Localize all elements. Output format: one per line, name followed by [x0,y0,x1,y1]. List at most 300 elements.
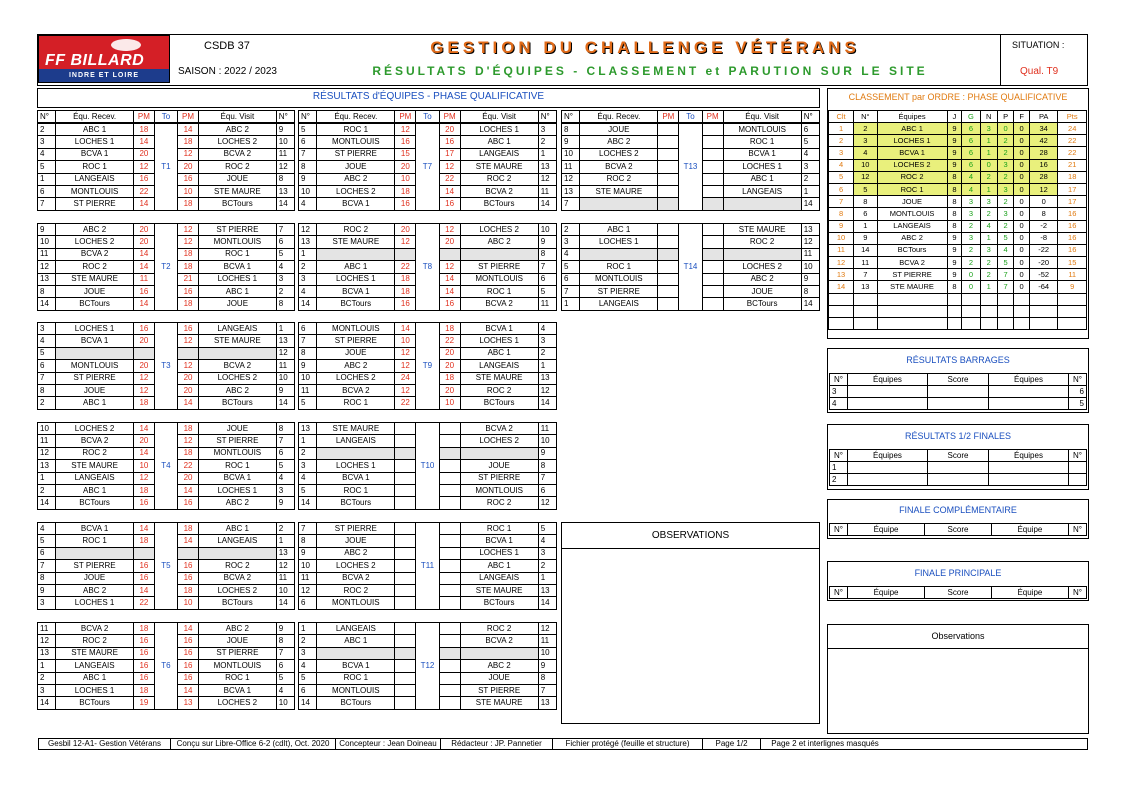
table-cell: 5 [1069,398,1087,410]
away-pm [439,497,460,509]
home-number: 12 [299,224,317,236]
away-number: 7 [538,261,556,273]
classement-empty [962,305,980,317]
home-number: 13 [299,423,317,435]
home-team: LANGEAIS [56,173,134,185]
away-number: 14 [801,198,819,210]
away-number: 5 [276,248,294,260]
away-pm: 18 [178,261,199,273]
home-pm [395,647,416,659]
classement-empty [1058,318,1087,330]
home-number: 9 [562,136,580,148]
classement-cell: 8 [947,183,962,195]
results-title: RÉSULTATS d'ÉQUIPES - PHASE QUALIFICATIVE [312,91,545,102]
home-team: JOUE [56,285,134,297]
classement-cell: 2 [854,123,878,135]
home-team: ROC 2 [317,584,395,596]
away-team: BCTours [198,397,276,409]
away-number: 1 [538,148,556,160]
match-row [562,224,820,236]
classement-cell: -8 [1029,232,1057,244]
away-team: ROC 1 [460,285,538,297]
away-team: ABC 1 [723,173,801,185]
home-team: ABC 2 [317,547,395,559]
round-block-t3 [37,322,295,410]
match-row [299,224,557,236]
home-number: 11 [38,435,56,447]
away-team: ABC 2 [460,236,538,248]
round-label: T13 [679,124,702,211]
away-number: 13 [276,547,294,559]
home-pm: 16 [134,635,155,647]
home-team: BCVA 1 [56,335,134,347]
away-number: 5 [276,460,294,472]
classement-row [829,208,1087,220]
match-row [299,124,557,136]
away-number: 10 [538,435,556,447]
away-team: ROC 2 [198,560,276,572]
home-team: JOUE [317,161,395,173]
home-number: 9 [299,173,317,185]
classement-header: PA [1029,111,1057,123]
away-team: ROC 1 [198,460,276,472]
home-pm: 12 [134,472,155,484]
away-team: LANGEAIS [460,360,538,372]
home-number: 1 [38,660,56,672]
away-number: 8 [276,635,294,647]
home-number: 7 [562,285,580,297]
away-team: STE MAURE [460,697,538,709]
classement-cell: 28 [1029,171,1057,183]
home-team: LOCHES 1 [56,684,134,696]
classement-cell: 8 [854,196,878,208]
home-pm: 20 [134,148,155,160]
home-number: 9 [38,224,56,236]
classement-cell: 0 [1014,183,1030,195]
classement-empty [877,293,947,305]
away-number: 5 [538,523,556,535]
footer-item: Fichier protégé (feuille et structure) [553,739,703,749]
classement-cell: LOCHES 2 [877,159,947,171]
away-number: 1 [276,323,294,335]
col-header: Équ. Visit [723,111,801,123]
classement-cell: 0 [962,269,980,281]
away-pm [702,273,723,285]
home-team: LOCHES 1 [580,236,658,248]
classement-cell: 3 [962,196,980,208]
classement-cell: -20 [1029,257,1057,269]
home-team: ROC 2 [317,224,395,236]
home-pm [658,236,679,248]
away-team: STE MAURE [723,224,801,236]
away-team: BCTours [198,198,276,210]
home-pm: 20 [134,335,155,347]
home-number: 8 [562,124,580,136]
home-pm [658,136,679,148]
table-cell: 3 [830,386,848,398]
away-number: 8 [538,460,556,472]
home-team: ABC 1 [580,224,658,236]
away-team: ST PIERRE [198,435,276,447]
home-number: 1 [299,435,317,447]
classement-empty [854,305,878,317]
classement-cell: ABC 1 [877,123,947,135]
observations-rule [561,548,820,549]
classement-cell: ROC 2 [877,171,947,183]
away-pm: 20 [439,124,460,136]
classement-cell: 1 [980,281,997,293]
home-team: MONTLOUIS [56,360,134,372]
observations-frame [561,522,820,724]
classement-cell: 8 [947,208,962,220]
home-pm [395,584,416,596]
home-team: ABC 1 [56,397,134,409]
home-pm [395,472,416,484]
home-number: 14 [299,697,317,709]
away-number: 7 [276,224,294,236]
home-number: 10 [299,560,317,572]
classement-cell: 0 [1014,123,1030,135]
col-header: N° [276,111,294,123]
away-team: BCVA 1 [198,472,276,484]
home-pm: 14 [134,298,155,310]
home-number: 2 [562,224,580,236]
classement-cell: 12 [1029,183,1057,195]
away-pm: 16 [178,285,199,297]
away-team: LANGEAIS [198,323,276,335]
classement-cell: 0 [1014,232,1030,244]
away-team [460,447,538,459]
away-number: 13 [538,584,556,596]
home-number: 3 [38,597,56,609]
round-label: T1 [154,124,177,211]
away-pm [439,447,460,459]
home-number: 9 [299,547,317,559]
away-team: LANGEAIS [460,148,538,160]
home-pm: 14 [134,423,155,435]
away-number: 4 [276,261,294,273]
classement-cell: 11 [829,244,854,256]
observations-title: OBSERVATIONS [651,530,730,541]
home-pm: 20 [395,161,416,173]
away-pm: 22 [178,460,199,472]
home-pm [658,261,679,273]
table-header: Score [927,374,988,386]
away-pm: 18 [178,198,199,210]
away-team: LOCHES 2 [198,372,276,384]
away-number: 3 [801,161,819,173]
classement-cell: 3 [854,135,878,147]
home-team: ST PIERRE [56,372,134,384]
away-pm: 12 [439,224,460,236]
away-team: BCVA 2 [460,423,538,435]
away-pm: 18 [178,298,199,310]
away-pm [702,124,723,136]
table-cell [989,462,1069,474]
col-header: N° [299,111,317,123]
table-cell [989,474,1069,486]
home-number: 14 [38,697,56,709]
away-team: BCVA 1 [198,261,276,273]
classement-header: P [997,111,1014,123]
away-number: 13 [801,224,819,236]
home-team: ST PIERRE [580,285,658,297]
away-pm: 16 [178,672,199,684]
away-team: BCVA 2 [198,360,276,372]
classement-cell: 11 [1058,269,1087,281]
classement-table [828,110,1087,330]
classement-empty [997,293,1014,305]
round-block-t4 [37,422,295,510]
away-team: ROC 1 [198,672,276,684]
home-number: 4 [299,472,317,484]
away-team: ABC 1 [460,136,538,148]
round-block-t7 [298,123,557,211]
footer-item: Page 2 et interlignes masqués [771,739,879,748]
classement-row [829,281,1087,293]
classement-cell: 12 [829,257,854,269]
away-number: 12 [538,623,556,635]
home-team: ROC 2 [56,261,134,273]
away-team: BCVA 1 [460,535,538,547]
away-team: ABC 2 [198,497,276,509]
away-pm: 18 [178,584,199,596]
away-pm: 12 [178,335,199,347]
table-header: Score [925,587,992,599]
home-team: MONTLOUIS [56,185,134,197]
home-pm: 14 [134,523,155,535]
table-cell [1069,462,1087,474]
away-pm [702,148,723,160]
home-number: 8 [299,535,317,547]
away-number: 13 [538,697,556,709]
home-team: LANGEAIS [56,660,134,672]
classement-cell: 1 [854,220,878,232]
home-pm: 12 [395,124,416,136]
home-pm [658,185,679,197]
home-pm: 16 [134,672,155,684]
classement-row [829,171,1087,183]
away-team [723,248,801,260]
classement-cell: 1 [829,123,854,135]
classement-cell: 5 [854,183,878,195]
away-number: 14 [538,198,556,210]
away-team: BCVA 2 [460,298,538,310]
away-team: ST PIERRE [460,472,538,484]
classement-cell: 9 [947,159,962,171]
classement-cell: MONTLOUIS [877,208,947,220]
away-team: STE MAURE [460,372,538,384]
home-team: MONTLOUIS [580,273,658,285]
table-cell [989,386,1069,398]
away-pm [702,173,723,185]
table-cell [927,386,988,398]
away-team: LOCHES 2 [198,136,276,148]
home-pm: 16 [395,136,416,148]
classement-empty [829,305,854,317]
home-pm: 18 [134,484,155,496]
home-team: BCVA 1 [317,660,395,672]
classement-cell: 17 [1058,183,1087,195]
away-team: LANGEAIS [723,185,801,197]
away-team: BCVA 1 [723,148,801,160]
home-number: 10 [38,423,56,435]
home-pm [658,173,679,185]
away-number: 5 [801,136,819,148]
home-team: JOUE [56,384,134,396]
away-number: 13 [538,372,556,384]
classement-cell: 0 [1029,196,1057,208]
classement-cell: 2 [997,147,1014,159]
home-team: BCTours [317,697,395,709]
away-number: 11 [538,635,556,647]
home-number: 6 [38,360,56,372]
away-number: 13 [276,185,294,197]
home-number: 13 [299,236,317,248]
match-row [38,224,295,236]
home-team: LOCHES 2 [317,560,395,572]
classement-empty [829,318,854,330]
classement-cell: 9 [947,135,962,147]
home-pm: 16 [134,572,155,584]
classement-empty [997,318,1014,330]
home-team: ROC 1 [317,484,395,496]
season-label: SAISON : 2022 / 2023 [178,66,277,77]
home-pm [395,248,416,260]
home-number: 4 [299,198,317,210]
away-pm: 10 [178,185,199,197]
away-team [198,347,276,359]
home-pm [395,697,416,709]
classement-empty [854,318,878,330]
table-header: N° [1069,450,1087,462]
home-team: ABC 1 [317,261,395,273]
away-pm [702,261,723,273]
classement-cell: STE MAURE [877,281,947,293]
home-pm: 14 [134,248,155,260]
home-team: BCVA 1 [317,472,395,484]
away-number: 11 [801,248,819,260]
away-pm: 13 [178,697,199,709]
away-number: 6 [801,124,819,136]
away-number: 4 [801,148,819,160]
classement-cell: 3 [980,123,997,135]
fcomp-table [829,523,1087,536]
away-team: LOCHES 2 [723,261,801,273]
away-team: ABC 2 [198,384,276,396]
home-number: 7 [299,523,317,535]
home-pm [658,148,679,160]
home-team: ABC 2 [317,360,395,372]
classement-empty [877,318,947,330]
home-team: MONTLOUIS [317,136,395,148]
classement-cell: 0 [1014,257,1030,269]
round-block-t2 [37,223,295,311]
home-team: BCTours [56,697,134,709]
home-team: ROC 2 [580,173,658,185]
home-pm [395,435,416,447]
classement-cell: 6 [962,147,980,159]
home-pm [395,523,416,535]
away-team: ST PIERRE [198,647,276,659]
classement-empty [980,318,997,330]
away-pm: 20 [439,347,460,359]
classement-row [829,135,1087,147]
home-number: 4 [38,523,56,535]
classement-cell: 3 [997,183,1014,195]
away-pm [702,161,723,173]
classement-cell: 2 [980,171,997,183]
home-pm: 14 [395,323,416,335]
home-team [317,447,395,459]
table-header: N° [830,524,848,536]
fprinc-title: FINALE PRINCIPALE [914,568,1002,578]
classement-cell: 3 [997,208,1014,220]
away-pm: 20 [439,236,460,248]
home-pm: 12 [134,161,155,173]
home-team: ST PIERRE [56,198,134,210]
home-team: ST PIERRE [317,335,395,347]
match-row [38,124,295,136]
match-row [299,423,557,435]
round-label: T11 [416,523,439,610]
classement-cell: 3 [962,208,980,220]
home-team: BCTours [317,497,395,509]
away-pm: 14 [178,397,199,409]
classement-cell: 7 [997,281,1014,293]
classement-cell: 13 [829,269,854,281]
home-team: LOCHES 2 [317,185,395,197]
home-number: 4 [38,335,56,347]
home-team: LOCHES 1 [56,597,134,609]
classement-cell: 0 [1014,147,1030,159]
away-number: 9 [276,623,294,635]
away-pm [439,635,460,647]
table-cell [927,474,988,486]
classement-empty [1014,305,1030,317]
classement-cell: JOUE [877,196,947,208]
classement-row [829,123,1087,135]
classement-cell: 4 [829,159,854,171]
away-pm [439,584,460,596]
away-team: ST PIERRE [460,684,538,696]
home-team: MONTLOUIS [317,323,395,335]
classement-empty [1029,318,1057,330]
classement-cell: 1 [980,232,997,244]
home-number: 1 [562,298,580,310]
classement-cell: 4 [997,244,1014,256]
classement-cell: 1 [980,135,997,147]
home-team: MONTLOUIS [317,684,395,696]
results-header-row [561,110,820,123]
classement-empty [1029,305,1057,317]
classement-cell: 7 [829,196,854,208]
home-team: BCVA 1 [56,148,134,160]
classement-row [829,232,1087,244]
home-team: ROC 1 [56,535,134,547]
home-team: STE MAURE [56,647,134,659]
away-pm [439,523,460,535]
classement-cell: LANGEAIS [877,220,947,232]
home-number: 9 [299,360,317,372]
col-header: PM [658,111,679,123]
home-pm [658,248,679,260]
home-number: 9 [38,584,56,596]
classement-header: N [980,111,997,123]
classement-cell: 9 [947,269,962,281]
classement-cell: 8 [947,281,962,293]
fcomp-title: FINALE COMPLÉMENTAIRE [899,505,1017,515]
